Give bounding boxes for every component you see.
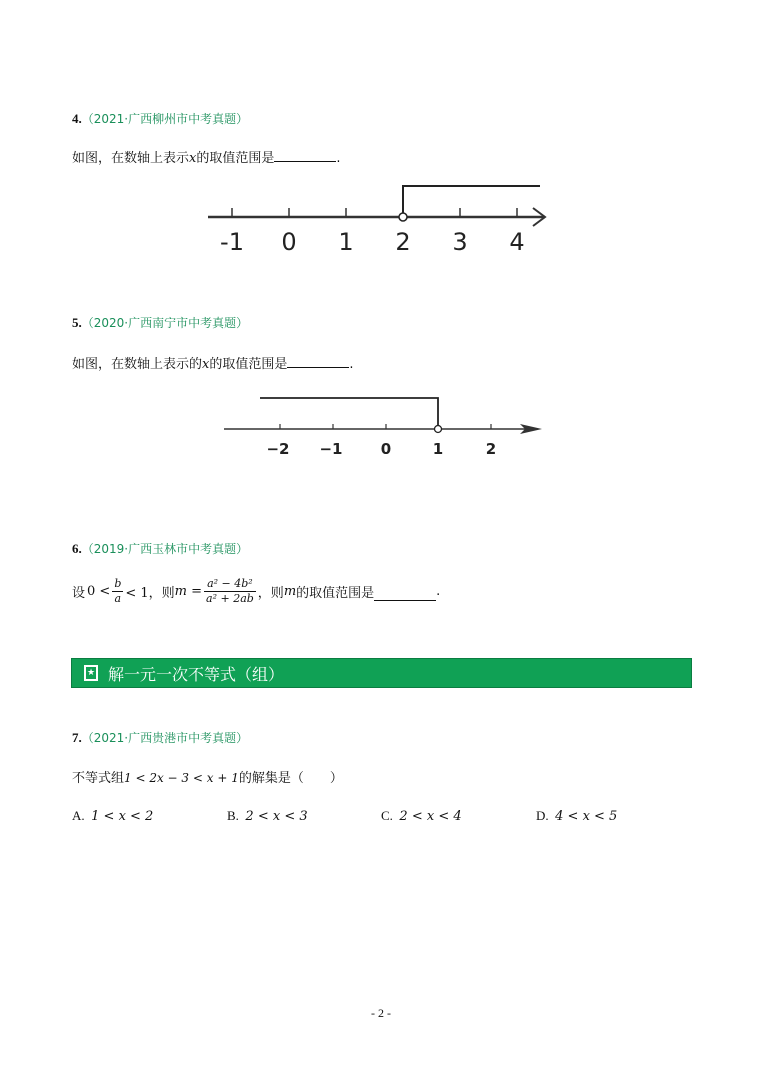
q4-number-line: [200, 178, 560, 260]
q4-number: 4.: [72, 111, 82, 126]
q6-ineq-right: < 1，则: [125, 585, 175, 601]
q6-frac2-den: a² + 2ab: [206, 591, 254, 605]
q4-tick-label: 2: [395, 228, 411, 256]
q6-number: 6.: [72, 541, 82, 556]
q6-m: m: [283, 583, 297, 599]
q7-stem: [72, 767, 343, 786]
q4-stem-text: 如图，在数轴上表示: [72, 151, 190, 166]
q5-tick-label: 0: [380, 440, 392, 458]
option-label: B.: [227, 808, 239, 823]
q4-tick-label: 1: [338, 228, 354, 256]
q4-tick-label: 4: [509, 228, 525, 256]
q7-header: [72, 729, 248, 746]
q5-tick-label: −1: [319, 440, 343, 458]
q4-answer-blank[interactable]: [274, 149, 336, 162]
q4-header: [72, 110, 248, 127]
q5-period: .: [349, 357, 354, 372]
q6-period: .: [436, 583, 441, 599]
q4-solution-bracket: [403, 186, 540, 213]
q7-option-c[interactable]: [381, 808, 462, 824]
option-text: 4 < x < 5: [555, 809, 618, 824]
q6-answer-blank[interactable]: [374, 588, 436, 601]
q6-frac1-den: a: [114, 591, 122, 605]
q6-mid: ，则: [257, 585, 284, 601]
q4-stem-end: 的取值范围是: [196, 151, 275, 166]
q5-source: （2020·广西南宁市中考真题）: [81, 316, 249, 330]
q6-frac1-num: b: [114, 576, 122, 590]
q5-var: x: [202, 357, 210, 372]
q6-frac-b-over-a: [112, 577, 123, 606]
q6-header: [72, 540, 248, 557]
q6-ineq-left: 0 <: [87, 583, 111, 599]
option-text: 1 < x < 2: [91, 809, 154, 824]
section-banner: [71, 658, 692, 688]
q7-stem-end: 的解集是（ ）: [238, 771, 343, 786]
q4-open-point: [399, 213, 407, 221]
option-label: A.: [72, 808, 85, 823]
q7-option-d[interactable]: [536, 808, 617, 824]
q5-tick-label: 1: [432, 440, 444, 458]
q5-solution-bracket: [260, 398, 438, 425]
q5-number-line: [220, 390, 550, 465]
q5-header: [72, 314, 248, 331]
q6-prefix: 设: [72, 585, 86, 601]
q7-number: 7.: [72, 730, 82, 745]
q5-tick-label: −2: [266, 440, 290, 458]
option-text: 2 < x < 3: [245, 809, 308, 824]
q4-source: （2021·广西柳州市中考真题）: [81, 112, 249, 126]
q5-answer-blank[interactable]: [287, 355, 349, 368]
q4-period: .: [336, 151, 341, 166]
q5-number: 5.: [72, 315, 82, 330]
q5-open-point: [435, 426, 442, 433]
q6-m-eq: m =: [174, 583, 203, 599]
q7-option-a[interactable]: [72, 808, 153, 824]
q6-stem-end: 的取值范围是: [296, 585, 375, 601]
q6-source: （2019·广西玉林市中考真题）: [81, 542, 249, 556]
section-title: 解一元一次不等式（组）: [108, 664, 285, 684]
q4-var: x: [189, 151, 197, 166]
option-label: C.: [381, 808, 393, 823]
bookmark-star-icon: ★: [84, 665, 98, 681]
q5-tick-label: 2: [485, 440, 497, 458]
q4-stem: [72, 147, 341, 166]
q6-frac-expression: [204, 577, 256, 606]
q7-expression: 1 < 2x − 3 < x + 1: [124, 771, 239, 785]
q6-frac2-num: a² − 4b²: [204, 577, 256, 592]
q7-source: （2021·广西贵港市中考真题）: [81, 731, 249, 745]
page-number: - 2 -: [371, 1006, 391, 1020]
q5-stem-end: 的取值范围是: [209, 357, 288, 372]
q4-tick-label: -1: [220, 228, 244, 256]
q7-stem-text: 不等式组: [72, 771, 125, 786]
q7-option-b[interactable]: [227, 808, 308, 824]
option-text: 2 < x < 4: [399, 809, 462, 824]
option-label: D.: [536, 808, 549, 823]
q6-stem: [72, 573, 440, 609]
q4-tick-label: 3: [452, 228, 468, 256]
q5-stem-text: 如图，在数轴上表示的: [72, 357, 203, 372]
q4-tick-label: 0: [281, 228, 297, 256]
q5-stem: [72, 353, 354, 372]
